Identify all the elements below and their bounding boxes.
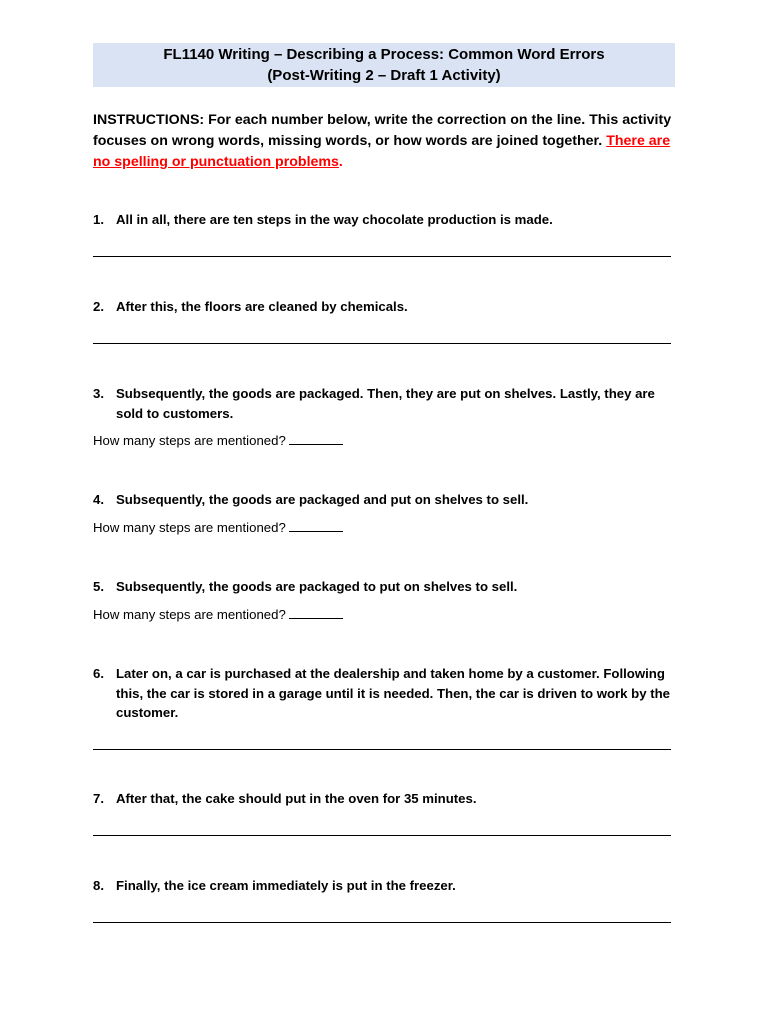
question-3 [93,384,675,450]
question-number: 1. [93,212,104,227]
answer-line-2[interactable] [93,343,671,344]
steps-count-row [93,432,675,450]
question-8 [93,876,675,896]
question-text: Subsequently, the goods are packaged to put on shelves to sell. [116,579,518,594]
question-text: Subsequently, the goods are packaged and put on shelves to sell. [116,492,529,507]
title-banner [93,43,675,87]
steps-count-label: How many steps are mentioned? [93,606,286,622]
question-6 [93,664,675,723]
steps-count-row [93,519,675,537]
question-number: 2. [93,299,104,314]
question-1 [93,210,675,230]
question-5 [93,577,675,624]
instructions-warning: There are no spelling or punctuation problems [93,133,671,170]
answer-line-7[interactable] [93,835,671,836]
question-7 [93,789,675,809]
question-text: After that, the cake should put in the oven for 35 minutes. [116,791,477,806]
answer-line-6[interactable] [93,749,671,750]
instructions-warning-period: . [338,154,343,170]
question-number: 5. [93,579,104,594]
question-text: Finally, the ice cream immediately is put in the freezer. [116,878,456,893]
steps-count-blank[interactable] [289,432,343,445]
question-text: Later on, a car is purchased at the dealership and taken home by a customer. Following this, the car is stored in a garage until it is needed. Then, the car is driven to work by the customer. [116,666,671,720]
steps-count-row [93,606,675,624]
page-title: FL1140 Writing – Describing a Process: Common Word Errors [163,46,605,63]
instructions-text: INSTRUCTIONS: For each number below, write the correction on the line. This activity focuses on wrong words, missing words, or how words are joined together. [93,112,672,149]
steps-count-blank[interactable] [289,606,343,619]
question-number: 8. [93,878,104,893]
worksheet-page [93,43,675,893]
answer-line-8[interactable] [93,922,671,923]
question-number: 3. [93,386,104,401]
steps-count-blank[interactable] [289,519,343,532]
question-4 [93,490,675,537]
question-number: 4. [93,492,104,507]
question-2 [93,297,675,317]
question-text: After this, the floors are cleaned by chemicals. [116,299,408,314]
page-subtitle: (Post-Writing 2 – Draft 1 Activity) [267,67,501,84]
question-text: All in all, there are ten steps in the way chocolate production is made. [116,212,553,227]
question-number: 7. [93,791,104,806]
question-number: 6. [93,666,104,681]
question-text: Subsequently, the goods are packaged. Then, they are put on shelves. Lastly, they are sold to customers. [116,386,655,421]
answer-line-1[interactable] [93,256,671,257]
steps-count-label: How many steps are mentioned? [93,519,286,535]
steps-count-label: How many steps are mentioned? [93,433,286,448]
instructions [93,110,675,173]
